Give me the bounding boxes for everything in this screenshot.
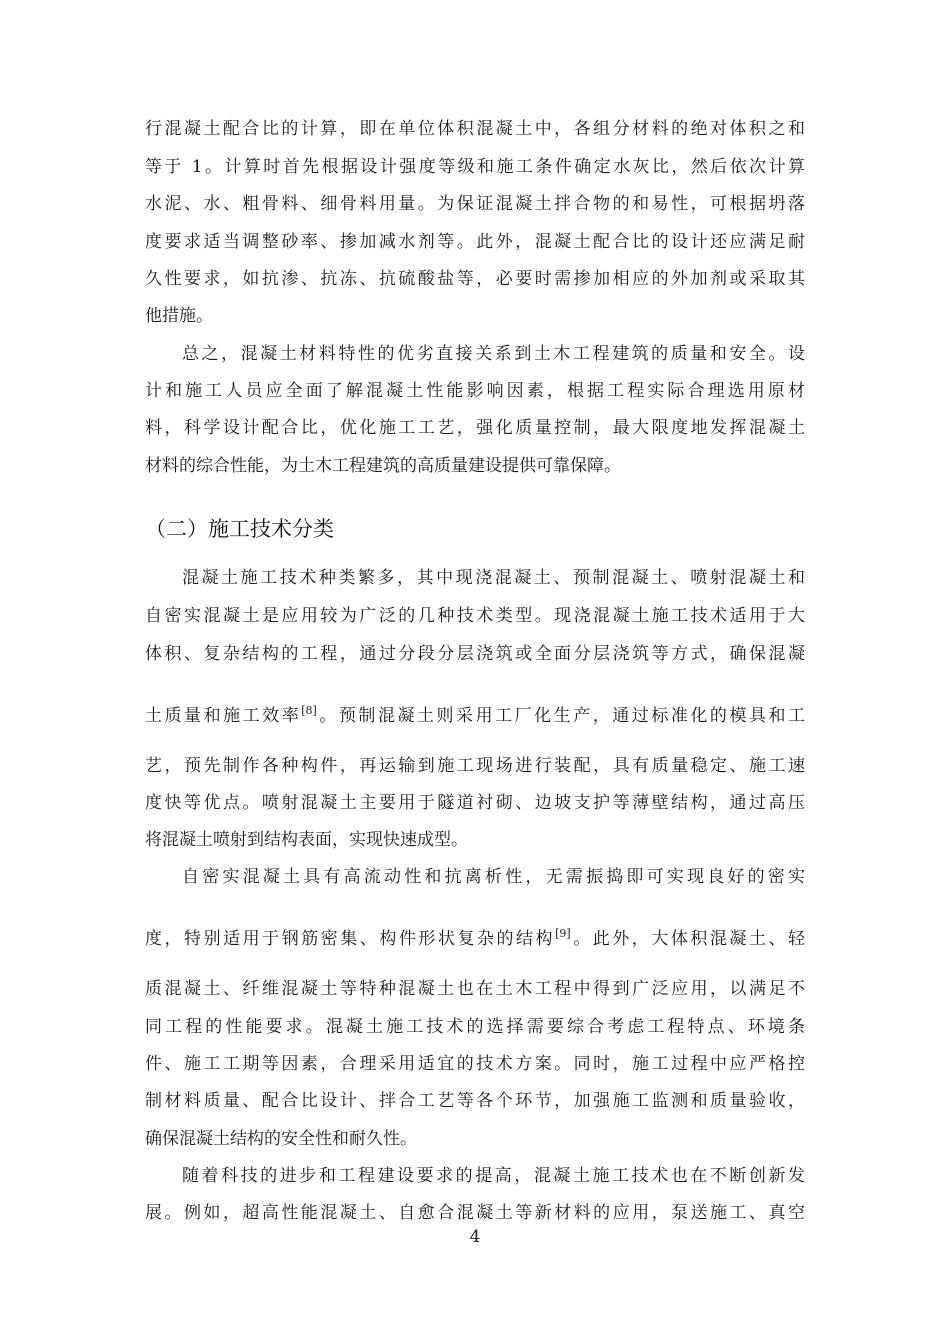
paragraph-line: 艺，预先制作各种构件，再运输到施工现场进行装配，具有质量稳定、施工速 bbox=[145, 756, 805, 776]
paragraph-line: 度快等优点。喷射混凝土主要用于隧道衬砌、边坡支护等薄壁结构，通过高压 bbox=[145, 793, 805, 813]
section-heading: （二）施工技术分类 bbox=[145, 517, 334, 541]
paragraph-line: 自密实混凝土具有高流动性和抗离析性，无需振捣即可实现良好的密实 bbox=[182, 867, 805, 887]
paragraph-line: 材料的综合性能，为土木工程建筑的高质量建设提供可靠保障。 bbox=[145, 456, 621, 476]
text-segment: 土质量和施工效率 bbox=[145, 706, 302, 726]
paragraph-line: 度要求适当调整砂率、掺加减水剂等。此外，混凝土配合比的设计还应满足耐 bbox=[145, 232, 805, 252]
paragraph-line: 自密实混凝土是应用较为广泛的几种技术类型。现浇混凝土施工技术适用于大 bbox=[145, 606, 805, 626]
paragraph-line: 确保混凝土结构的安全性和耐久性。 bbox=[145, 1129, 417, 1149]
paragraph-line: 件、施工工期等因素，合理采用适宜的技术方案。同时，施工过程中应严格控 bbox=[145, 1054, 805, 1074]
text-segment: 度，特别适用于钢筋密集、构件形状复杂的结构 bbox=[145, 929, 556, 949]
paragraph-line: 水泥、水、粗骨料、细骨料用量。为保证混凝土拌合物的和易性，可根据坍落 bbox=[145, 194, 805, 214]
paragraph-line: 随着科技的进步和工程建设要求的提高，混凝土施工技术也在不断创新发 bbox=[182, 1166, 805, 1186]
paragraph-line: 质混凝土、纤维混凝土等特种混凝土也在土木工程中得到广泛应用，以满足不 bbox=[145, 979, 805, 999]
citation-ref: [9] bbox=[555, 927, 571, 940]
paragraph-line: 总之，混凝土材料特性的优劣直接关系到土木工程建筑的质量和安全。设 bbox=[182, 344, 805, 364]
text-segment: 。此外，大体积混凝土、轻 bbox=[570, 929, 806, 949]
citation-ref: [8] bbox=[301, 704, 317, 717]
page-number: 4 bbox=[469, 1227, 481, 1247]
paragraph-line: 同工程的性能要求。混凝土施工技术的选择需要综合考虑工程特点、环境条 bbox=[145, 1017, 805, 1037]
paragraph-line: 他措施。 bbox=[145, 306, 213, 326]
paragraph-line: 体积、复杂结构的工程，通过分段分层浇筑或全面分层浇筑等方式，确保混凝 bbox=[145, 644, 805, 664]
paragraph-line: 行混凝土配合比的计算，即在单位体积混凝土中，各组分材料的绝对体积之和 bbox=[145, 119, 805, 139]
paragraph-line: 制材料质量、配合比设计、拌合工艺等各个环节，加强施工监测和质量验收， bbox=[145, 1091, 805, 1111]
paragraph-line: 计和施工人员应全面了解混凝土性能影响因素，根据工程实际合理选用原材 bbox=[145, 381, 805, 401]
paragraph-line-with-citation bbox=[145, 705, 805, 727]
paragraph-line-with-citation bbox=[145, 928, 805, 950]
paragraph-line: 混凝土施工技术种类繁多，其中现浇混凝土、预制混凝土、喷射混凝土和 bbox=[182, 568, 805, 588]
paragraph-line: 料，科学设计配合比，优化施工工艺，强化质量控制，最大限度地发挥混凝土 bbox=[145, 418, 805, 438]
paragraph-line: 将混凝土喷射到结构表面，实现快速成型。 bbox=[145, 830, 468, 850]
paragraph-line: 等于 1。计算时首先根据设计强度等级和施工条件确定水灰比，然后依次计算 bbox=[145, 157, 805, 177]
paragraph-line: 展。例如，超高性能混凝土、自愈合混凝土等新材料的应用，泵送施工、真空 bbox=[145, 1203, 805, 1223]
paragraph-line: 久性要求，如抗渗、抗冻、抗硫酸盐等，必要时需掺加相应的外加剂或采取其 bbox=[145, 269, 805, 289]
text-segment: 。预制混凝土则采用工厂化生产，通过标准化的模具和工 bbox=[316, 706, 806, 726]
